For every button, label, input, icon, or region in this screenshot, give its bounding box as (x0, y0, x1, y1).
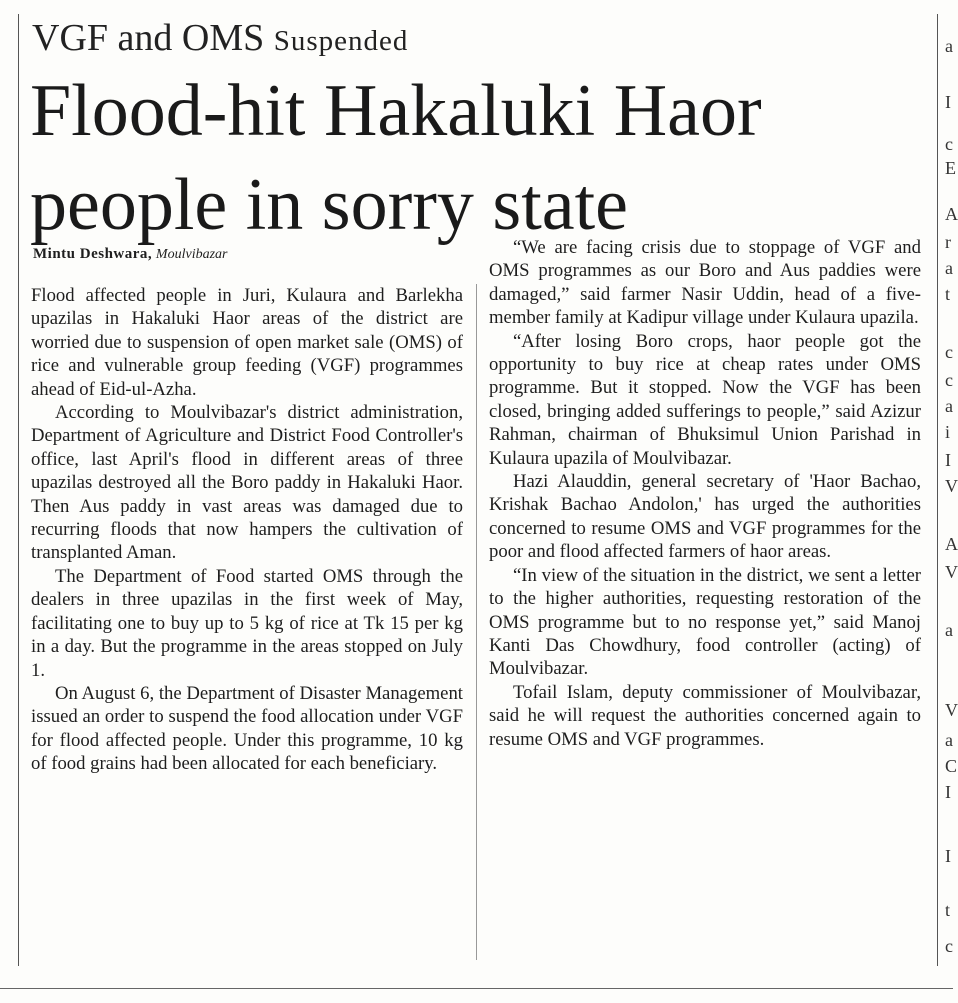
left-column-rule (18, 14, 19, 966)
paragraph: Flood affected people in Juri, Kulaura and Barlekha upazilas in Hakaluki Haor areas of the district are worried due to suspension of open market sale (OMS) of rice and vulnerable group feeding (VGF) programmes ahead of Eid-ul-Azha. (31, 285, 463, 400)
byline-location: Moulvibazar (155, 247, 228, 262)
edge-fragment-letter: I (945, 846, 951, 866)
paragraph: “In view of the situation in the district, we sent a letter to the higher authorities, requesting restoration of the OMS programme but to no response yet,” said Manoj Kanti Das Chowdhury, food controller (acting) of Moulvibazar. (489, 564, 921, 680)
edge-fragment-letter: I (945, 450, 951, 470)
edge-fragment-letter: A (945, 204, 958, 224)
edge-fragment-letter: a (945, 396, 953, 416)
bottom-rule (0, 988, 953, 989)
edge-fragment-letter: t (945, 284, 951, 304)
edge-fragment-letter: t (945, 900, 951, 920)
edge-fragment-letter: c (945, 936, 953, 956)
edge-fragment-letter: V (945, 562, 958, 582)
column-gutter-rule (476, 284, 477, 960)
article-kicker (32, 16, 408, 63)
edge-fragment-letter: a (945, 620, 953, 640)
edge-fragment-letter: a (945, 730, 953, 750)
right-column-rule (937, 14, 938, 966)
edge-fragment-letter: I (945, 92, 951, 112)
edge-fragment-letter: i (945, 422, 951, 442)
article-column-2 (489, 236, 921, 751)
edge-fragment-letter: r (945, 232, 951, 252)
paragraph: On August 6, the Department of Disaster Management issued an order to suspend the food allocation under VGF for flood affected people. Under this programme, 10 kg of food grains had been allocated for each beneficiary. (31, 682, 463, 775)
edge-fragment-letter: C (945, 756, 958, 776)
edge-fragment-letter: A (945, 534, 958, 554)
paragraph: The Department of Food started OMS through the dealers in three upazilas in the first week of May, facilitating one to buy up to 5 kg of rice at Tk 15 per kg in a day. But the programme in the areas stopped on July 1. (31, 565, 463, 681)
paragraph: “After losing Boro crops, haor people got the opportunity to buy rice at cheap rates under OMS programme. But it stopped. Now the VGF has been closed, bringing added sufferings to people,” said Azizur Rahman, chairman of Bhuksimul Union Parishad in Kulaura upazila of Moulvibazar. (489, 330, 921, 469)
edge-fragment-letter: c (945, 134, 953, 154)
article-headline (30, 64, 762, 252)
paragraph: Tofail Islam, deputy commissioner of Moulvibazar, said he will request the authorities concerned again to resume OMS and VGF programmes. (489, 681, 921, 750)
byline (33, 244, 227, 265)
edge-fragment-letter: a (945, 36, 953, 56)
headline-line-1: Flood-hit Hakaluki Haor (30, 70, 762, 152)
kicker-lead: VGF and OMS (32, 17, 265, 59)
edge-fragment-letter: E (945, 158, 956, 178)
edge-fragment-letter: c (945, 342, 953, 362)
byline-author: Mintu Deshwara, (33, 246, 153, 262)
paragraph: “We are facing crisis due to stoppage of VGF and OMS programmes as our Boro and Aus paddies were damaged,” said farmer Nasir Uddin, head of a five-member family at Kadipur village under Kulaura upazila. (489, 237, 921, 329)
paragraph: According to Moulvibazar's district administration, Department of Agriculture and District Food Controller's office, last April's flood in different areas of three upazilas destroyed all the Boro paddy in Hakaluki Haor. Then Aus paddy in vast areas was damaged due to recurring floods that now hampers the cultivation of transplanted Aman. (31, 402, 463, 564)
edge-fragment-letter: V (945, 700, 958, 720)
paragraph: Hazi Alauddin, general secretary of 'Haor Bachao, Krishak Bachao Andolon,' has urged the authorities concerned to resume OMS and VGF programmes for the poor and flood affected farmers of haor areas. (489, 471, 921, 563)
edge-fragment-letter: a (945, 258, 953, 278)
article-column-1 (31, 284, 463, 776)
headline-line-2: people in sorry state (30, 164, 628, 246)
edge-fragment-letter: I (945, 782, 951, 802)
edge-fragment-letter: c (945, 370, 953, 390)
kicker-tail: Suspended (273, 25, 409, 57)
edge-fragment-letter: V (945, 476, 958, 496)
